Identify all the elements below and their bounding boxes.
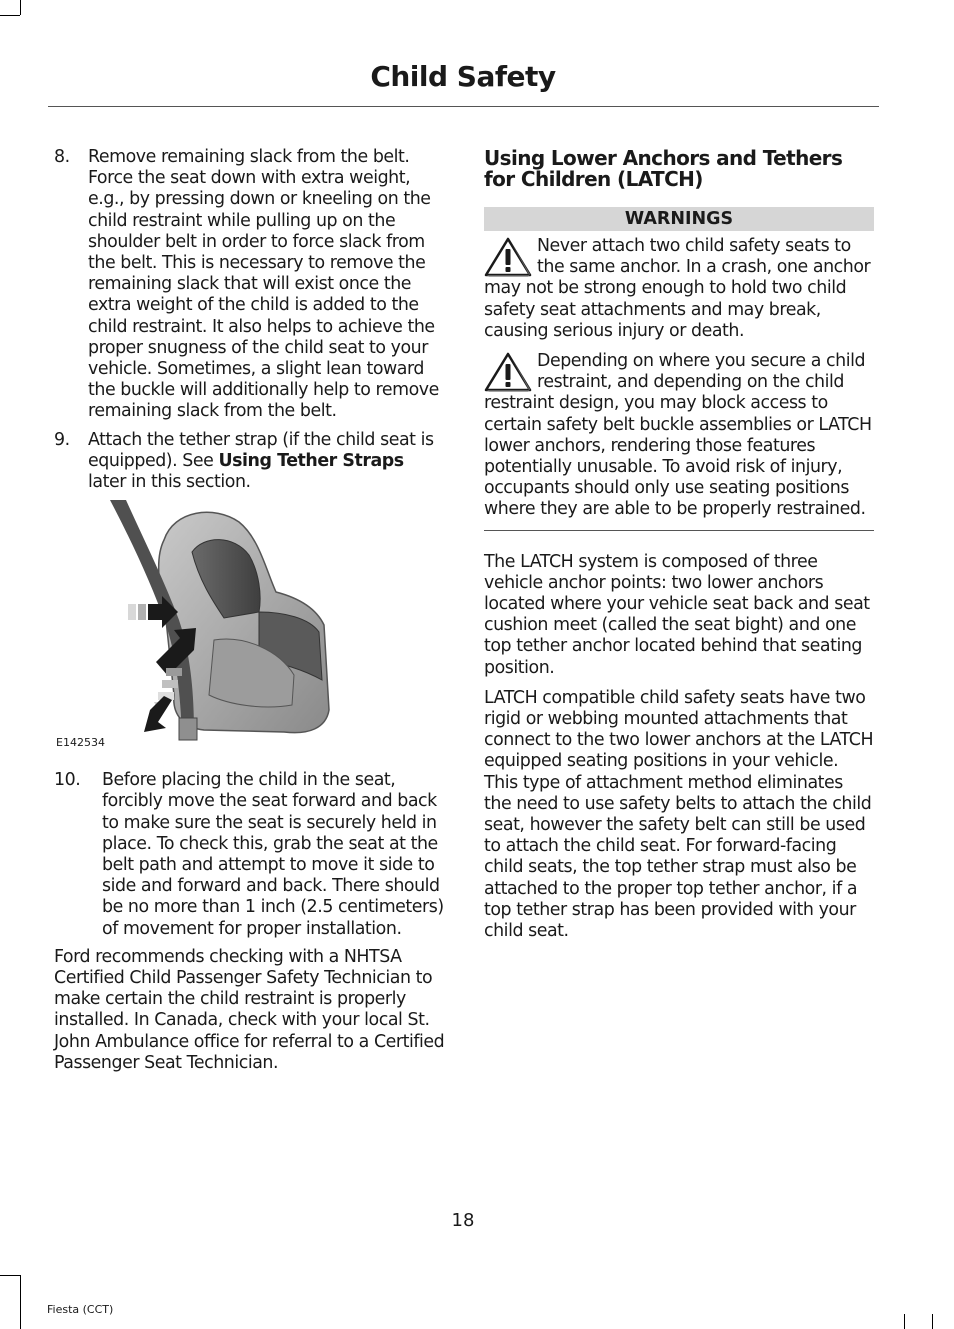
footer-text: Fiesta (CCT) bbox=[47, 1303, 114, 1316]
step-10 bbox=[54, 770, 446, 940]
body-paragraph: The LATCH system is composed of three vehicle anchor points: two lower anchors located where your vehicle seat back and seat cushion meet (called the seat bight) and one top tether anchor located behind that seating position. bbox=[484, 551, 870, 678]
warning-item bbox=[484, 351, 874, 521]
body-paragraph: LATCH compatible child safety seats have two rigid or webbing mounted attachments that connect to the two lower anchors at the LATCH equipped seating positions in your vehicle. This type of attachment method eliminates the need to use safety belts to attach the child seat, however the safety belt can still be used to attach the child seat. For forward-facing child seats, the top tether strap must also be attached to the proper top tether anchor, if a top tether strap has been provided with your child seat. bbox=[484, 687, 874, 942]
left-column bbox=[54, 147, 446, 1083]
step-text: Remove remaining slack from the belt. Force the seat down with extra weight, e.g., by pressing down or kneeling on the child restraint while pulling up on the shoulder belt in order to force slack from the belt. This is necessary to remove the remaining slack that will exist once the extra weight of the child is added to the child restraint. It also helps to achieve the proper snugness of the child seat to your vehicle. Sometimes, a slight lean toward the buckle will additionally help to remove remaining slack from the belt. bbox=[88, 147, 439, 422]
crop-mark bbox=[20, 0, 21, 15]
section-heading: Using Lower Anchors and Tethers for Children (LATCH) bbox=[484, 146, 843, 191]
page-number: 18 bbox=[451, 1210, 475, 1231]
warning-text: Never attach two child safety seats to the same anchor. In a crash, one anchor may not be strong enough to hold two child safety seat attachments and may break, causing serious injury or death. bbox=[484, 236, 871, 341]
crop-mark bbox=[20, 1275, 21, 1329]
warning-triangle-icon bbox=[484, 236, 532, 278]
step-text: Before placing the child in the seat, forcibly move the seat forward and back to make sure the seat is securely held in place. To check this, grab the seat at the belt path and attempt to move it side to side and forward and back. There should be no more than 1 inch (2.5 centimeters) of movement for proper installation. bbox=[102, 770, 444, 939]
body-paragraph: Ford recommends checking with a NHTSA Certified Child Passenger Safety Technician to make certain the child restraint is properly installed. In Canada, check with your local St. John Ambulance office for referral to a Certified Passenger Seat Technician. bbox=[54, 946, 445, 1073]
crop-mark bbox=[932, 1314, 933, 1329]
step-number: 8. bbox=[54, 147, 70, 167]
crop-mark bbox=[0, 15, 20, 16]
child-seat-illustration bbox=[54, 500, 446, 760]
warning-text: Depending on where you secure a child restraint, and depending on the child restraint design, you may block access to certain safety belt buckle assemblies or LATCH lower anchors, rendering those features potentially unusable. To avoid risk of injury, occupants should only use seating positions where they are able to be properly restrained. bbox=[484, 351, 872, 520]
step-text-before: Attach the tether strap (if the child seat is equipped). See bbox=[88, 429, 434, 471]
right-column bbox=[484, 147, 874, 951]
step-9 bbox=[54, 430, 446, 494]
warning-triangle-icon bbox=[484, 351, 532, 393]
title-divider bbox=[48, 106, 879, 107]
warnings-header: WARNINGS bbox=[484, 207, 874, 231]
step-8 bbox=[54, 147, 446, 423]
crop-mark bbox=[0, 1275, 20, 1276]
step-number: 10. bbox=[54, 770, 81, 791]
step-number: 9. bbox=[54, 429, 70, 450]
child-seat-drawing bbox=[54, 500, 446, 760]
crop-mark bbox=[904, 1314, 905, 1329]
cross-reference-link[interactable]: Using Tether Straps bbox=[218, 450, 404, 471]
page-title: Child Safety bbox=[370, 60, 556, 93]
warnings-end-divider bbox=[484, 530, 874, 531]
step-text-after: later in this section. bbox=[88, 472, 251, 493]
step-text bbox=[88, 430, 446, 494]
warning-item bbox=[484, 236, 874, 342]
figure-id: E142534 bbox=[56, 736, 105, 750]
